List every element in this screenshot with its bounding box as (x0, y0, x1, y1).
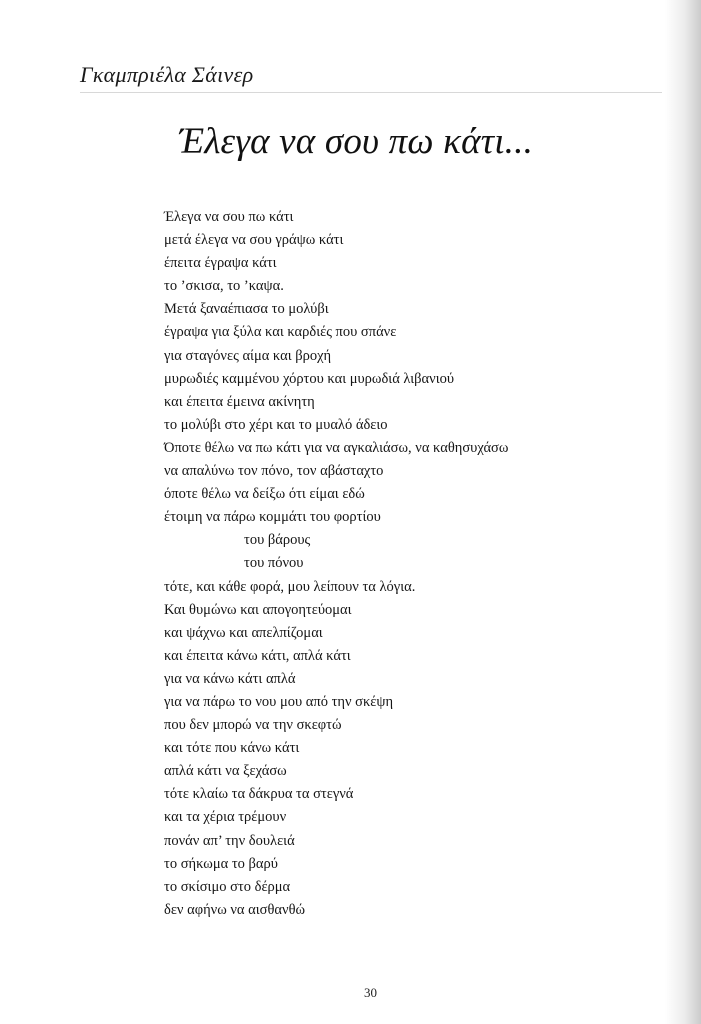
poem-line: τότε κλαίω τα δάκρυα τα στεγνά (164, 786, 354, 803)
poem-line: και τότε που κάνω κάτι (164, 740, 300, 757)
poem-line: που δεν μπορώ να την σκεφτώ (164, 717, 342, 734)
poem-line: για να κάνω κάτι απλά (164, 670, 296, 687)
poem-line: πονάν απ’ την δουλειά (164, 832, 295, 849)
poem-line: για να πάρω το νου μου από την σκέψη (164, 693, 394, 710)
poem-line: τότε, και κάθε φορά, μου λείπουν τα λόγια. (164, 578, 416, 595)
page-edge-shadow (665, 0, 701, 1024)
poem-line-indented: του βάρους (244, 532, 311, 549)
poem-line: για σταγόνες αίμα και βροχή (164, 347, 332, 364)
poem-line: το ’σκισα, το ’καψα. (164, 278, 284, 295)
poem-line: έπειτα έγραψα κάτι (164, 255, 277, 272)
poem-line: και τα χέρια τρέμουν (164, 809, 287, 826)
poem-line: μετά έλεγα να σου γράψω κάτι (164, 232, 344, 249)
poem-title: Έλεγα να σου πω κάτι... (179, 121, 534, 162)
poem-line: Όποτε θέλω να πω κάτι για να αγκαλιάσω, να καθησυχάσω (164, 439, 509, 456)
poem-body (164, 206, 508, 922)
poem-line: έτοιμη να πάρω κομμάτι του φορτίου (164, 509, 381, 526)
poem-line: το σκίσιμο στο δέρμα (164, 878, 291, 895)
poem-line: να απαλύνω τον πόνο, τον αβάσταχτο (164, 463, 384, 480)
poem-line: Έλεγα να σου πω κάτι (164, 209, 294, 225)
poem-line: και ψάχνω και απελπίζομαι (164, 624, 323, 641)
header-divider (80, 92, 662, 93)
poem-line: το μολύβι στο χέρι και το μυαλό άδειο (164, 416, 388, 433)
poem-line: και έπειτα κάνω κάτι, απλά κάτι (164, 647, 351, 664)
poem-line: Μετά ξαναέπιασα το μολύβι (164, 301, 329, 318)
poem-line-indented: του πόνου (244, 555, 304, 572)
poem-line: και έπειτα έμεινα ακίνητη (164, 393, 315, 410)
poem-line: έγραψα για ξύλα και καρδιές που σπάνε (164, 324, 397, 341)
author-name: Γκαμπριέλα Σάινερ (80, 62, 254, 87)
poem-line: μυρωδιές καμμένου χόρτου και μυρωδιά λιβανιού (164, 370, 455, 387)
poem-line: όποτε θέλω να δείξω ότι είμαι εδώ (164, 486, 365, 503)
poem-line: Και θυμώνω και απογοητεύομαι (164, 601, 352, 618)
poem-line: απλά κάτι να ξεχάσω (164, 763, 287, 780)
poem-line: το σήκωμα το βαρύ (164, 855, 278, 872)
page-number: 30 (364, 985, 377, 1000)
poem-line: δεν αφήνω να αισθανθώ (164, 901, 306, 918)
